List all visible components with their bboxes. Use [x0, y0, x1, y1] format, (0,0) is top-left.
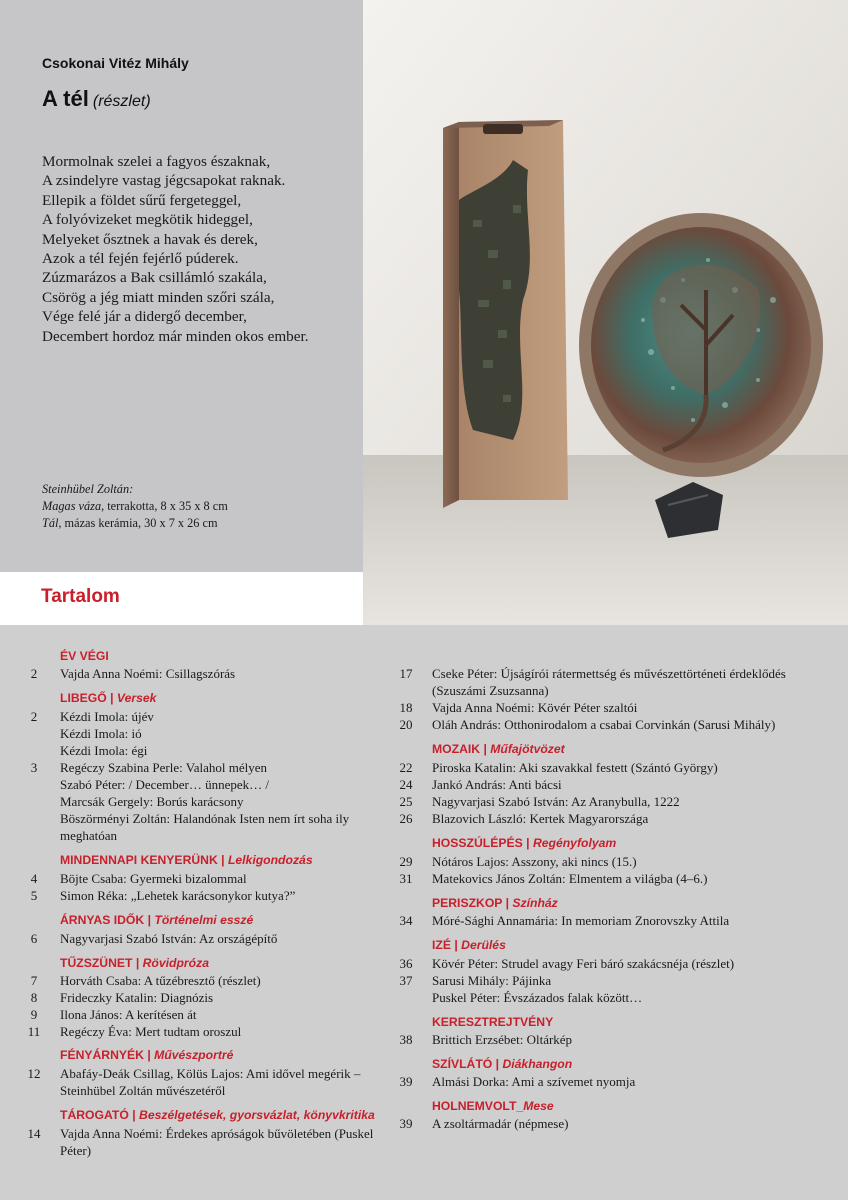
- toc-entry[interactable]: [24, 870, 384, 887]
- toc-entry[interactable]: [24, 708, 384, 725]
- toc-page-number: 34: [399, 913, 413, 928]
- toc-section-heading: PERISZKOP | Színház: [432, 896, 558, 910]
- toc-entry-text: Regéczy Szabina Perle: Valahol mélyen: [60, 760, 267, 775]
- toc-entry-text: Kézdi Imola: ió: [60, 726, 142, 741]
- toc-page-number: 2: [30, 709, 38, 724]
- toc-entry-text: Cseke Péter: Újságírói rátermettség és művészettörténeti érdeklődés (Szuszámi Zsuzsanna): [432, 666, 786, 698]
- toc-entry[interactable]: [396, 665, 836, 699]
- toc-entry[interactable]: [24, 759, 384, 776]
- toc-entry[interactable]: [396, 955, 836, 972]
- contents-title: Tartalom: [41, 586, 120, 607]
- poem-title: A tél: [42, 86, 89, 111]
- toc-page-number: 36: [399, 956, 413, 971]
- toc-entry-text: Nagyvarjasi Szabó István: Az országépítő: [60, 931, 278, 946]
- toc-entry-text: Vajda Anna Noémi: Csillagszórás: [60, 666, 236, 681]
- toc-page-number: 39: [399, 1116, 413, 1131]
- toc-entry-text: Kézdi Imola: újév: [60, 709, 154, 724]
- toc-entry-text: Böjte Csaba: Gyermeki bizalommal: [60, 871, 247, 886]
- poem-line: Mormolnak szelei a fagyos északnak,: [42, 153, 271, 170]
- toc-entry[interactable]: [396, 1031, 836, 1048]
- toc-entry[interactable]: [24, 1125, 384, 1159]
- toc-entry-text: Brittich Erzsébet: Oltárkép: [432, 1032, 573, 1047]
- toc-page-number: 4: [30, 871, 38, 886]
- toc-entry[interactable]: [24, 793, 384, 810]
- toc-entry-text: Nótáros Lajos: Asszony, aki nincs (15.): [432, 854, 637, 869]
- caption-work2-title: Tál: [42, 515, 59, 530]
- toc-page-number: 24: [399, 777, 413, 792]
- toc-page-number: 9: [30, 1007, 38, 1022]
- toc-section-heading: TÁROGATÓ | Beszélgetések, gyorsvázlat, könyvkritika: [60, 1108, 375, 1122]
- toc-page-number: 22: [399, 760, 413, 775]
- ceramics-photo: [363, 0, 848, 625]
- toc-entry-text: Vajda Anna Noémi: Kövér Péter szaltói: [432, 700, 638, 715]
- toc-entry[interactable]: [396, 759, 836, 776]
- toc-entry-text: A zsoltármadár (népmese): [432, 1116, 569, 1131]
- toc-page-number: 2: [30, 666, 38, 681]
- toc-entry[interactable]: [396, 1115, 836, 1132]
- toc-entry[interactable]: [396, 989, 836, 1006]
- toc-entry[interactable]: [396, 1073, 836, 1090]
- toc-entry[interactable]: [396, 776, 836, 793]
- toc-page-number: 37: [399, 973, 413, 988]
- toc-section-heading: KERESZTREJTVÉNY: [432, 1015, 554, 1029]
- toc-entry-text: Kézdi Imola: égi: [60, 743, 148, 758]
- toc-entry-text: Kövér Péter: Strudel avagy Feri báró szakácsnéja (részlet): [432, 956, 735, 971]
- toc-section-heading: LIBEGŐ | Versek: [60, 691, 157, 705]
- toc-entry[interactable]: [396, 699, 836, 716]
- toc-page-number: 31: [399, 871, 413, 886]
- toc-entry[interactable]: [24, 887, 384, 904]
- toc-page-number: 20: [399, 717, 413, 732]
- caption-artist: Steinhübel Zoltán:: [42, 482, 134, 496]
- toc-entry-text: Puskel Péter: Évszázados falak között…: [432, 990, 643, 1005]
- toc-entry[interactable]: [24, 725, 384, 742]
- toc-entry[interactable]: [24, 1065, 384, 1099]
- toc-page-number: 8: [30, 990, 38, 1005]
- toc-section-heading: FÉNYÁRNYÉK | Művészportré: [60, 1048, 234, 1062]
- contents-header-bar: [0, 572, 363, 625]
- toc-page-number: 26: [399, 811, 413, 826]
- caption-work1-desc: , terrakotta, 8 x 35 x 8 cm: [101, 498, 228, 513]
- poem-line: Vége felé jár a didergő december,: [42, 308, 247, 326]
- toc-entry[interactable]: [396, 972, 836, 989]
- poem-body: [42, 152, 309, 346]
- toc-entry[interactable]: [396, 716, 836, 733]
- toc-page-number: 12: [27, 1066, 41, 1081]
- toc-page-number: 25: [399, 794, 413, 809]
- toc-entry[interactable]: [396, 870, 836, 887]
- toc-entry[interactable]: [24, 810, 384, 844]
- toc-entry-text: Matekovics János Zoltán: Elmentem a világba (4–6.): [432, 871, 708, 886]
- poem-line: Decembert hordoz már minden okos ember.: [42, 327, 309, 345]
- toc-section-heading: MINDENNAPI KENYERÜNK | Lelkigondozás: [60, 853, 313, 867]
- toc-entry[interactable]: [24, 972, 384, 989]
- toc-entry-text: Marcsák Gergely: Borús karácsony: [60, 794, 244, 809]
- toc-entry-text: Oláh András: Otthonirodalom a csabai Corvinkán (Sarusi Mihály): [432, 717, 776, 732]
- toc-entry-text: Horváth Csaba: A tűzébresztő (részlet): [60, 973, 261, 988]
- caption-work1-title: Magas váza: [42, 498, 102, 513]
- toc-entry-text: Böszörményi Zoltán: Halandónak Isten nem írt soha ily meghatóan: [60, 811, 350, 843]
- toc-entry[interactable]: [396, 793, 836, 810]
- toc-entry[interactable]: [24, 665, 384, 682]
- toc-page-number: 29: [399, 854, 413, 869]
- toc-entry-text: Regéczy Éva: Mert tudtam oroszul: [60, 1024, 242, 1039]
- toc-section-heading: TŰZSZÜNET | Rövidpróza: [60, 956, 209, 970]
- toc-entry[interactable]: [24, 776, 384, 793]
- poem-panel: [0, 0, 363, 572]
- toc-section-heading: HOLNEMVOLT_Mese: [432, 1099, 554, 1113]
- poem-subtitle: (részlet): [92, 93, 151, 110]
- caption-work2-desc: , mázas kerámia, 30 x 7 x 26 cm: [58, 515, 218, 530]
- toc-entry-text: Móré-Sághi Annamária: In memoriam Znorovszky Attila: [432, 913, 730, 928]
- toc-entry-text: Almási Dorka: Ami a szívemet nyomja: [432, 1074, 636, 1089]
- toc-entry[interactable]: [396, 810, 836, 827]
- toc-entry-text: Simon Réka: „Lehetek karácsonykor kutya?”: [60, 888, 296, 903]
- toc-section-heading: SZÍVLÁTÓ | Diákhangon: [432, 1057, 573, 1071]
- toc-section-heading: HOSSZÚLÉPÉS | Regényfolyam: [432, 836, 617, 850]
- toc-page-number: 38: [399, 1032, 413, 1047]
- toc-entry[interactable]: [24, 989, 384, 1006]
- toc-entry-text: Frideczky Katalin: Diagnózis: [60, 990, 214, 1005]
- toc-page-number: 17: [399, 666, 413, 681]
- toc-entry-text: Blazovich László: Kertek Magyarországa: [432, 811, 649, 826]
- toc-page-number: 3: [30, 760, 38, 775]
- toc-entry-text: Abafáy-Deák Csillag, Kölüs Lajos: Ami idővel megérik – Steinhübel Zoltán művészetéről: [60, 1066, 361, 1098]
- poem-line: Csörög a jég miatt minden szőri szála,: [42, 288, 275, 306]
- poem-line: A zsindelyre vastag jégcsapokat raknak.: [42, 172, 286, 190]
- toc-entry-text: Sarusi Mihály: Pájinka: [432, 973, 552, 988]
- poem-line: Ellepik a földet sűrű fergeteggel,: [42, 191, 242, 209]
- poem-line: Zúzmarázos a Bak csillámló szakála,: [42, 269, 267, 287]
- toc-section-heading: MOZAIK | Műfajötvözet: [432, 742, 565, 756]
- toc-page-number: 5: [30, 888, 38, 903]
- toc-entry-text: Piroska Katalin: Aki szavakkal festett (Szántó György): [432, 760, 718, 775]
- toc-entry[interactable]: [24, 742, 384, 759]
- toc-entry-text: Vajda Anna Noémi: Érdekes apróságok bűvöletében (Puskel Péter): [60, 1126, 374, 1158]
- toc-entry-text: Jankó András: Anti bácsi: [432, 777, 562, 792]
- toc-entry[interactable]: [396, 853, 836, 870]
- toc-entry-text: Szabó Péter: / December… ünnepek… /: [60, 777, 270, 792]
- toc-entry[interactable]: [396, 912, 836, 929]
- poem-line: Melyeket ősztnek a havak és derek,: [42, 230, 258, 248]
- toc-entry[interactable]: [24, 1006, 384, 1023]
- poem-line: Azok a tél fején fejérlő púderek.: [42, 250, 239, 268]
- toc-section-heading: ÉV VÉGI: [60, 649, 109, 663]
- toc-entry[interactable]: [24, 1023, 384, 1040]
- toc-entry[interactable]: [24, 930, 384, 947]
- poem-author: Csokonai Vitéz Mihály: [42, 55, 189, 71]
- poem-title-row: [42, 86, 151, 112]
- toc-page-number: 14: [27, 1126, 41, 1141]
- toc-section-heading: IZÉ | Derülés: [432, 938, 506, 952]
- toc-page-number: 11: [27, 1024, 41, 1039]
- toc-page-number: 7: [30, 973, 38, 988]
- toc-section-heading: ÁRNYAS IDŐK | Történelmi esszé: [60, 913, 254, 927]
- toc-page-number: 39: [399, 1074, 413, 1089]
- toc-page-number: 18: [399, 700, 413, 715]
- toc-entry-text: Ilona János: A kerítésen át: [60, 1007, 197, 1022]
- toc-entry-text: Nagyvarjasi Szabó István: Az Aranybulla, 1222: [432, 794, 680, 809]
- artwork-caption: [42, 481, 228, 531]
- table-of-contents: [0, 625, 848, 1200]
- toc-page-number: 6: [30, 931, 38, 946]
- poem-line: A folyóvizeket megkötik hideggel,: [42, 211, 253, 229]
